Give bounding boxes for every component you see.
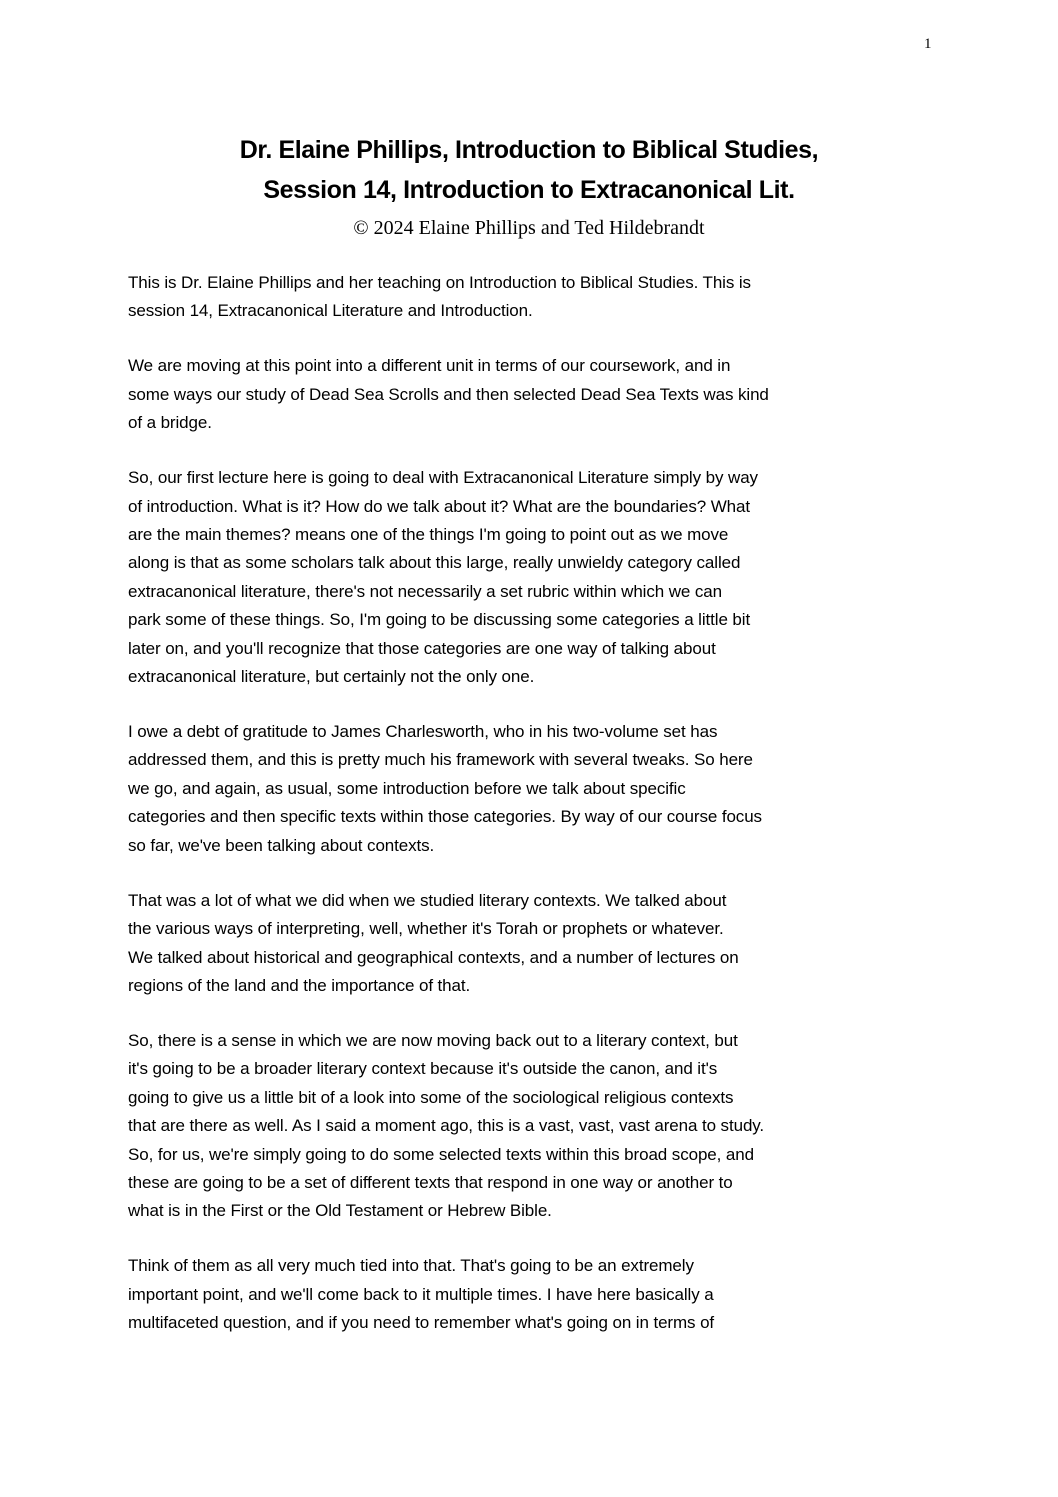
- text-line: session 14, Extracanonical Literature and Introduction.: [128, 301, 533, 321]
- copyright-notice: © 2024 Elaine Phillips and Ted Hildebrandt: [353, 217, 705, 239]
- text-line: So, there is a sense in which we are now moving back out to a literary context, but: [128, 1030, 738, 1050]
- document-body: [128, 269, 948, 1364]
- text-line: later on, and you'll recognize that those categories are one way of talking about: [128, 638, 716, 658]
- text-line: This is Dr. Elaine Phillips and her teaching on Introduction to Biblical Studies. This is: [128, 273, 751, 292]
- text-line: important point, and we'll come back to it multiple times. I have here basically a: [128, 1284, 714, 1304]
- text-line: the various ways of interpreting, well, whether it's Torah or prophets or whatever.: [128, 919, 724, 939]
- text-line: extracanonical literature, but certainly not the only one.: [128, 667, 535, 687]
- text-line: So, for us, we're simply going to do some selected texts within this broad scope, and: [128, 1144, 754, 1164]
- text-line: That was a lot of what we did when we studied literary contexts. We talked about: [128, 890, 727, 910]
- text-line: park some of these things. So, I'm going to be discussing some categories a little bit: [128, 610, 751, 630]
- paragraph: [128, 464, 948, 691]
- text-line: of a bridge.: [128, 413, 212, 433]
- page-number: 1: [924, 36, 932, 52]
- text-line: of introduction. What is it? How do we talk about it? What are the boundaries? What: [128, 496, 750, 516]
- text-line: along is that as some scholars talk about this large, really unwieldy category called: [128, 553, 741, 573]
- text-line: so far, we've been talking about contexts.: [128, 835, 435, 855]
- text-line: So, our first lecture here is going to deal with Extracanonical Literature simply by way: [128, 468, 758, 488]
- paragraph: [128, 352, 948, 437]
- text-line: are the main themes? means one of the things I'm going to point out as we move: [128, 525, 729, 545]
- text-line: going to give us a little bit of a look into some of the sociological religious contexts: [128, 1087, 734, 1107]
- paragraph: [128, 1252, 948, 1337]
- text-line: extracanonical literature, there's not necessarily a set rubric within which we can: [128, 581, 723, 601]
- text-line: we go, and again, as usual, some introduction before we talk about specific: [128, 778, 686, 798]
- text-line: multifaceted question, and if you need to remember what's going on in terms of: [128, 1313, 715, 1333]
- text-line: I owe a debt of gratitude to James Charlesworth, who in his two-volume set has: [128, 722, 718, 742]
- text-line: categories and then specific texts within those categories. By way of our course focus: [128, 807, 762, 827]
- text-line: it's going to be a broader literary context because it's outside the canon, and it's: [128, 1059, 718, 1079]
- paragraph: [128, 718, 948, 860]
- text-line: what is in the First or the Old Testament or Hebrew Bible.: [128, 1201, 552, 1221]
- text-line: addressed them, and this is pretty much his framework with several tweaks. So here: [128, 750, 753, 770]
- title-line: Session 14, Introduction to Extracanonical Lit.: [263, 176, 795, 204]
- text-line: We talked about historical and geographical contexts, and a number of lectures on: [128, 947, 739, 967]
- text-line: We are moving at this point into a different unit in terms of our coursework, and in: [128, 356, 731, 376]
- text-line: that are there as well. As I said a moment ago, this is a vast, vast, vast arena to study.: [128, 1116, 765, 1136]
- paragraph: [128, 1027, 948, 1226]
- text-line: these are going to be a set of different texts that respond in one way or another to: [128, 1172, 733, 1192]
- paragraph: [128, 887, 948, 1001]
- document-title: [0, 130, 1058, 210]
- paragraph: [128, 269, 948, 326]
- text-line: regions of the land and the importance of that.: [128, 975, 471, 995]
- text-line: some ways our study of Dead Sea Scrolls and then selected Dead Sea Texts was kind: [128, 384, 769, 404]
- text-line: Think of them as all very much tied into that. That's going to be an extremely: [128, 1256, 694, 1276]
- title-line: Dr. Elaine Phillips, Introduction to Biblical Studies,: [239, 136, 819, 164]
